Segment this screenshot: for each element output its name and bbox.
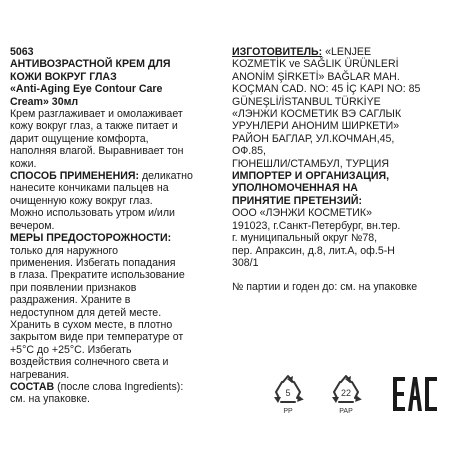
recycle-code-5: 5 xyxy=(285,388,291,398)
manufacturer-line-4: KOÇMAN CAD. NO: 45 İÇ KAPI NO: 85 xyxy=(232,83,421,96)
manufacturer-line-3: ANONİM ŞİRKETİ» BAĞLAR MAH. xyxy=(232,70,400,83)
importer-line-2: 191023, г.Санкт-Петербург, вн.тер. xyxy=(232,219,401,232)
left-column xyxy=(10,46,224,406)
usage-line-2: нанесите кончиками пальцев на xyxy=(10,182,169,195)
recycle-pp-icon xyxy=(270,373,306,415)
composition-text-start: (после слова Ingredients): xyxy=(54,380,184,393)
importer-line-5: 308/1 xyxy=(232,256,259,269)
spacer xyxy=(232,269,444,281)
manufacturer-line-10: ГЮНЕШЛИ/СТАМБУЛ, ТУРЦИЯ xyxy=(232,157,389,170)
eac-logo xyxy=(393,377,437,411)
manufacturer-line-7: УРУНЛЕРИ АНОНИМ ШИРКЕТИ» xyxy=(232,120,400,133)
usage-text-start: деликатно xyxy=(139,170,193,183)
description-line-3: дарит ощущение комфорта, xyxy=(10,132,149,145)
product-title-line-1: АНТИВОЗРАСТНОЙ КРЕМ ДЛЯ xyxy=(10,58,171,71)
recycle-label-pp: PP xyxy=(283,408,293,415)
product-title-line-2: КОЖИ ВОКРУГ ГЛАЗ xyxy=(10,70,117,83)
precautions-line-4: при появлении признаков xyxy=(10,281,137,294)
product-code: 5063 xyxy=(10,46,34,58)
product-title-line-3: «Anti-Aging Eye Contour Care xyxy=(10,83,163,96)
description-line-1: Крем разглаживает и омолаживает xyxy=(10,108,183,121)
precautions-line-11: нагревания. xyxy=(10,368,70,381)
usage-line-5: вечером. xyxy=(10,219,55,232)
recycle-pap-icon xyxy=(328,373,364,415)
precautions-line-5: раздражения. Храните в xyxy=(10,294,131,307)
usage-line-4: Можно использовать утром и/или xyxy=(10,207,175,220)
symbols-row xyxy=(270,373,440,417)
manufacturer-heading: ИЗГОТОВИТЕЛЬ: xyxy=(232,46,323,58)
manufacturer-line-1 xyxy=(232,46,444,58)
precautions-line-2: применения. Избегать попадания xyxy=(10,256,176,269)
composition-heading: СОСТАВ xyxy=(10,380,55,393)
usage-line-1 xyxy=(10,170,224,182)
description-line-4: наполняя влагой. Выравнивает тон xyxy=(10,145,184,158)
manufacturer-line-9: ОФ.85, xyxy=(232,145,266,158)
precautions-line-8: закрытом виде при температуре от xyxy=(10,331,184,344)
precautions-line-9: +5°С до +25°С. Избегать xyxy=(10,343,132,356)
recycle-triangle-icon xyxy=(328,373,364,415)
description-line-2: кожу вокруг глаз, а также питает и xyxy=(10,120,178,133)
manufacturer-line-5: GÜNEŞLİ/İSTANBUL TÜRKİYE xyxy=(232,95,381,108)
manufacturer-line-8: РАЙОН БАГЛАР, УЛ.КОЧМАН,45, xyxy=(232,132,395,145)
manufacturer-line-6: «ЛЭНЖИ КОСМЕТИК ВЭ САГЛЫК xyxy=(232,108,402,121)
importer-line-4: пер. Апраксин, д.8, лит.А, оф.5-Н xyxy=(232,244,395,257)
eac-mark-icon xyxy=(393,377,437,416)
recycle-triangle-icon xyxy=(270,373,306,415)
right-column xyxy=(232,46,444,294)
importer-line-1: ООО «ЛЭНЖИ КОСМЕТИК» xyxy=(232,207,372,220)
importer-heading-line-3: ПРИНЯТИЕ ПРЕТЕНЗИЙ: xyxy=(232,194,362,207)
precautions-line-10: воздействия солнечного света и xyxy=(10,356,169,369)
importer-line-3: г. муниципальный округ №78, xyxy=(232,232,378,245)
importer-heading-line-2: УПОЛНОМОЧЕННАЯ НА xyxy=(232,182,358,195)
recycle-label-pap: PAP xyxy=(339,408,353,415)
composition-line-2: см. на упаковке. xyxy=(10,393,90,406)
precautions-line-1: только для наружного xyxy=(10,244,119,257)
importer-heading-line-1: ИМПОРТЕР И ОРГАНИЗАЦИЯ, xyxy=(232,170,390,183)
precautions-line-6: недоступном для детей месте. xyxy=(10,306,162,319)
description-line-5: кожи. xyxy=(10,157,37,170)
usage-heading: СПОСОБ ПРИМЕНЕНИЯ: xyxy=(10,170,139,183)
composition-line-1 xyxy=(10,381,224,393)
manufacturer-line-2: KOZMETİK ve SAĞLIK ÜRÜNLERİ xyxy=(232,58,399,71)
recycle-code-22: 22 xyxy=(340,388,352,398)
batch-info: № партии и годен до: см. на упаковке xyxy=(232,281,418,294)
precautions-heading: МЕРЫ ПРЕДОСТОРОЖНОСТИ: xyxy=(10,232,172,245)
precautions-line-3: в глаза. Прекратите использование xyxy=(10,269,185,282)
manufacturer-text-start: «LENJEE xyxy=(322,46,372,58)
usage-line-3: очищенную кожу вокруг глаз. xyxy=(10,194,153,207)
product-title-line-4: Cream» 30мл xyxy=(10,95,79,108)
precautions-line-7: Хранить в сухом месте, в плотно xyxy=(10,318,173,331)
